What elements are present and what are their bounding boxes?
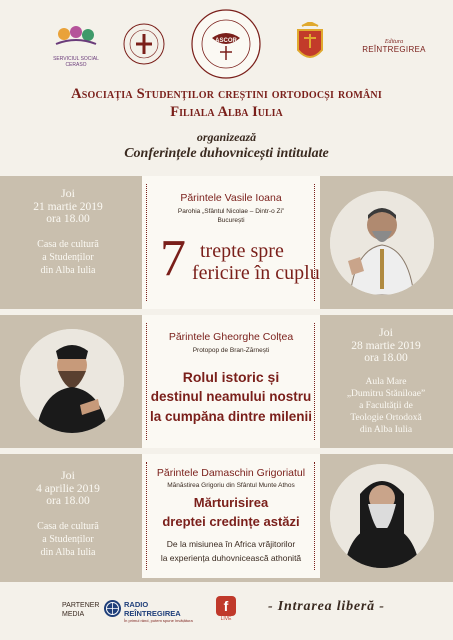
priest-portrait-icon (330, 191, 434, 295)
event-1-talk-line: trepte spre (200, 240, 284, 262)
globe-icon (104, 600, 121, 617)
cross-seal-icon (122, 22, 166, 66)
event-3-subtitle: De la misiunea în Africa vrăjitorilor (166, 539, 296, 549)
speaker-2-photo (20, 329, 124, 433)
event-1-city: București (217, 217, 245, 224)
event-2-venue-line: „Dumitru Stăniloae” (346, 389, 426, 399)
event-1-affiliation: Parohia „Sfântul Nicolae – Dintr-o Zi” (177, 208, 285, 215)
event-3-affiliation: Mănăstirea Grigoriu din Sfântul Munte Athos (167, 482, 295, 489)
event-1-venue-line: Casa de cultură (37, 239, 99, 250)
event-3-speaker: Părintele Damaschin Grigoriatul (156, 467, 306, 479)
event-2-talk-line: Rolul istoric și (182, 369, 280, 385)
radio-name-line: REÎNTREGIREA (124, 609, 181, 618)
media-partner-label (62, 601, 99, 619)
live-label: LIVE (220, 616, 232, 622)
event-3-talk-line: dreptei credințe astăzi (162, 514, 300, 529)
event-2-time: ora 18.00 (364, 352, 408, 364)
event-3-subtitle: la experiența duhovnicească athonită (160, 553, 302, 563)
radio-name-line: RADIO (124, 600, 149, 609)
event-3-panel (142, 454, 320, 578)
editura-logo (362, 36, 426, 56)
event-3-day: Joi (60, 468, 75, 482)
ascor-seal-icon (190, 8, 262, 80)
event-1-datebox (18, 186, 118, 277)
event-1-date: 21 martie 2019 (33, 201, 103, 213)
event-2-venue-line: Teologie Ortodoxă (350, 413, 422, 423)
event-1-panel (142, 176, 320, 309)
event-3-venue-line: Casa de cultură (37, 521, 99, 532)
ascor-seal (190, 8, 262, 80)
event-1-venue-line: a Studenților (42, 252, 94, 263)
event-3-datebox (18, 468, 118, 559)
event-2-panel (142, 315, 320, 448)
event-2-speaker: Părintele Gheorghe Colțea (168, 331, 294, 343)
event-3-venue (18, 520, 118, 559)
editura-small: Editura (384, 38, 404, 45)
association-name: Asociația Studenților creștini ortodocși români (71, 86, 382, 102)
event-1-venue (18, 238, 118, 277)
event-2-venue-line: a Facultății de (359, 401, 413, 411)
archdiocese-seal (122, 22, 166, 66)
event-1-talk-number: 7 (160, 230, 186, 287)
conference-title: Conferințele duhovnicești intitulate (124, 146, 329, 161)
radio-tagline: În primul rând, putem spune învățătura (124, 618, 193, 623)
event-band-2 (0, 315, 453, 448)
priest-portrait-icon (20, 329, 124, 433)
event-1-day: Joi (60, 186, 75, 200)
organizes-label: organizează (196, 130, 257, 144)
facebook-icon: f (216, 596, 236, 616)
event-2-talk-line: la cumpăna dintre milenii (149, 409, 313, 424)
logos-row (0, 8, 453, 80)
ceraso-text: SERVICIUL SOCIAL CERASO (53, 56, 99, 68)
radio-name (124, 600, 181, 618)
editura-name: REÎNTREGIREA (362, 44, 426, 54)
event-3-time: ora 18.00 (46, 495, 90, 507)
event-band-3 (0, 454, 453, 587)
event-3-venue-line: din Alba Iulia (40, 547, 96, 558)
header (0, 86, 453, 162)
event-2-affiliation: Protopop de Bran-Zărnești (192, 347, 270, 354)
event-3-venue-line: a Studenților (42, 534, 94, 545)
event-2-venue-line: Aula Mare (365, 377, 407, 387)
media-partner-line: PARTENER (62, 602, 100, 609)
event-3-talk-line: Mărturisirea (193, 495, 269, 510)
event-1-speaker: Părintele Vasile Ioana (180, 192, 282, 204)
event-2-day: Joi (378, 325, 393, 339)
footer (0, 582, 453, 640)
event-2-venue-line: din Alba Iulia (359, 425, 413, 435)
ceraso-logo (48, 22, 104, 68)
event-band-1 (0, 176, 453, 309)
event-1-time: ora 18.00 (46, 213, 90, 225)
speaker-1-photo (330, 191, 434, 295)
event-2-datebox (324, 325, 448, 436)
speaker-3-photo (330, 464, 434, 568)
event-1-venue-line: din Alba Iulia (40, 265, 96, 276)
event-3-date: 4 aprilie 2019 (36, 483, 100, 495)
facebook-live-icon[interactable] (216, 596, 236, 624)
event-1-talk-line: fericire în cuplu (192, 262, 320, 284)
media-partner-line: MEDIA (62, 611, 85, 618)
ascor-inner-text: ASCOR (215, 38, 237, 44)
monk-portrait-icon (330, 464, 434, 568)
event-2-venue (324, 376, 448, 436)
branch-name: Filiala Alba Iulia (170, 104, 283, 120)
free-entry-label: - Intrarea liberă - (268, 599, 385, 614)
event-2-date: 28 martie 2019 (351, 340, 421, 352)
radio-logo-icon (104, 600, 121, 617)
coat-of-arms (290, 22, 330, 68)
event-2-talk-line: destinul neamului nostru (150, 389, 312, 404)
coat-of-arms-icon (290, 22, 330, 68)
